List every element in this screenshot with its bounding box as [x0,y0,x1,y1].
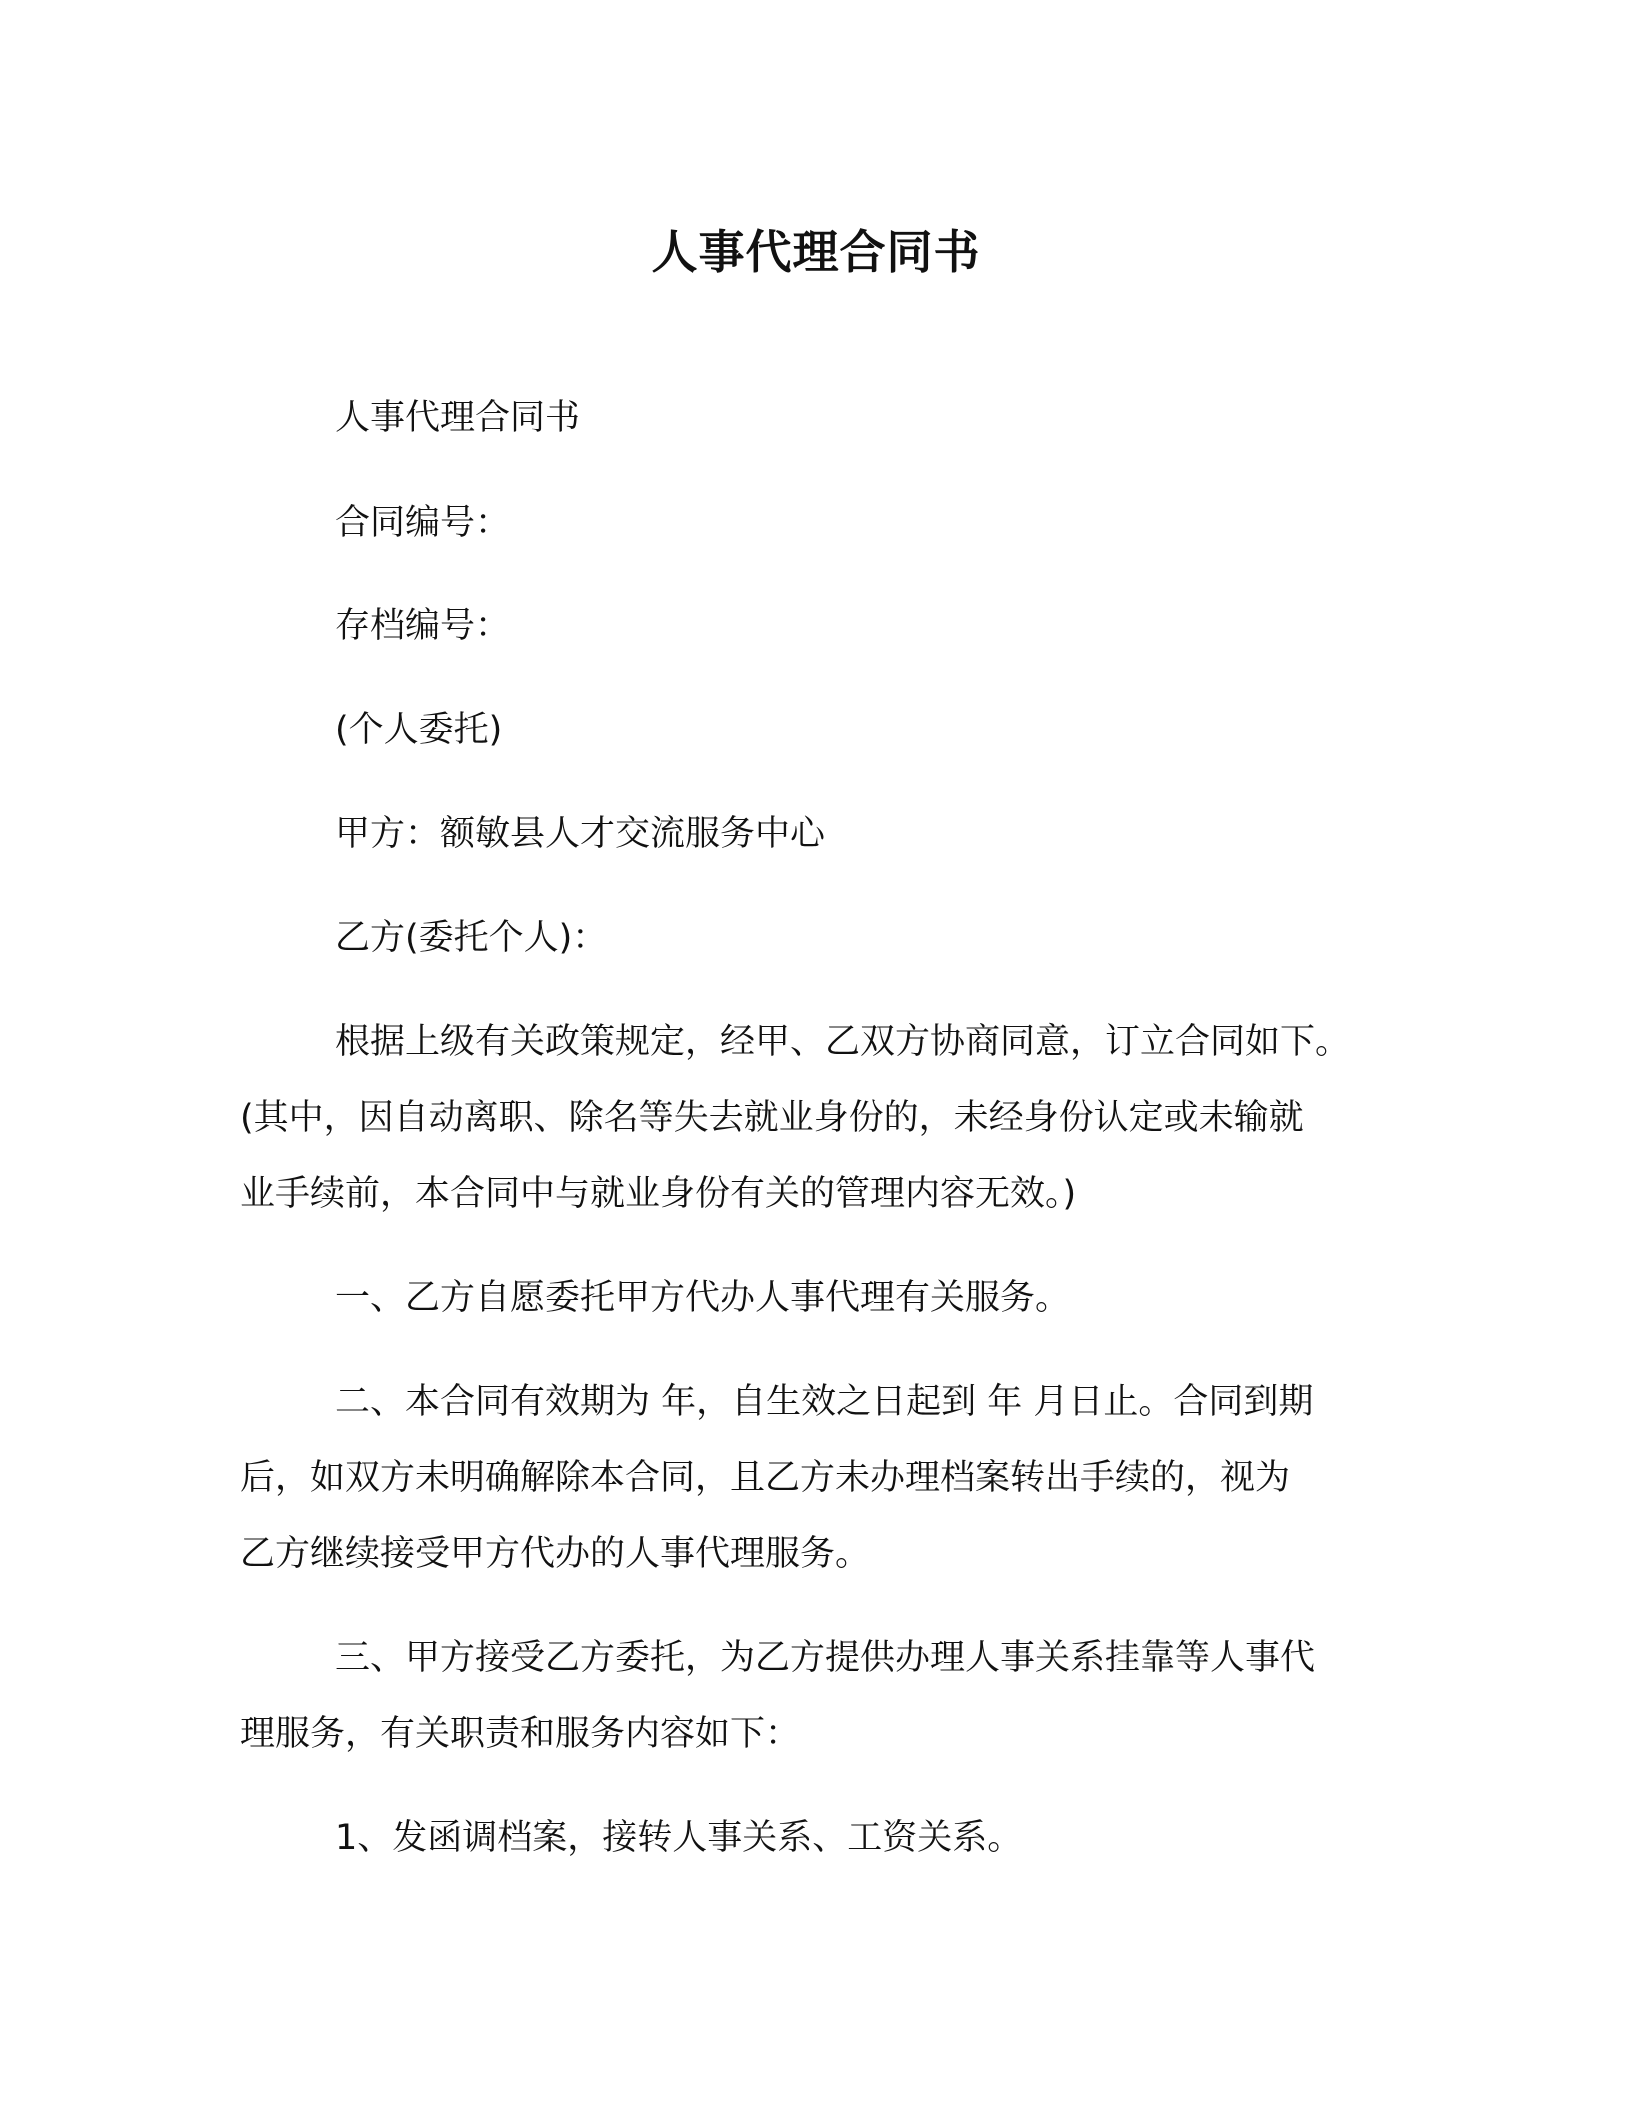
text-line: 甲方：额敏县人才交流服务中心 [335,814,826,854]
paragraph-party-b [240,900,1390,976]
text-line: 存档编号： [335,606,511,646]
text-line: 理服务，有关职责和服务内容如下： [240,1714,801,1754]
paragraph-archive-number [240,588,1390,664]
text-line: 后，如双方未明确解除本合同，且乙方未办理档案转出手续的，视为 [240,1458,1291,1498]
text-line: 一、乙方自愿委托甲方代办人事代理有关服务。 [335,1278,1071,1318]
text-line: 1、发函调档案，接转人事关系、工资关系。 [335,1818,1023,1858]
paragraph-subtitle [240,380,1390,456]
text-line: 二、本合同有效期为 年，自生效之日起到 年 月日止。合同到期 [335,1382,1314,1422]
text-line: 合同编号： [335,503,511,543]
paragraph-clause-2 [240,1364,1390,1592]
paragraph-contract-number [240,485,1390,561]
text-line: 根据上级有关政策规定，经甲、乙双方协商同意，订立合同如下。 [335,1022,1351,1062]
document-title: 人事代理合同书 [651,225,981,279]
text-line: (个人委托) [335,710,503,750]
paragraph-item-1 [240,1800,1390,1876]
text-line: 乙方继续接受甲方代办的人事代理服务。 [240,1534,871,1574]
paragraph-clause-1 [240,1260,1390,1336]
paragraph-preamble [240,1004,1390,1232]
text-line: (其中，因自动离职、除名等失去就业身份的，未经身份认定或未输就 [240,1098,1304,1138]
paragraph-party-a [240,796,1390,872]
text-line: 人事代理合同书 [335,398,581,438]
text-line: 业手续前，本合同中与就业身份有关的管理内容无效。) [240,1174,1077,1214]
paragraph-clause-3 [240,1620,1390,1772]
text-line: 三、甲方接受乙方委托，为乙方提供办理人事关系挂靠等人事代 [335,1638,1316,1678]
paragraph-personal-entrust [240,692,1390,768]
text-line: 乙方(委托个人)： [335,918,608,958]
